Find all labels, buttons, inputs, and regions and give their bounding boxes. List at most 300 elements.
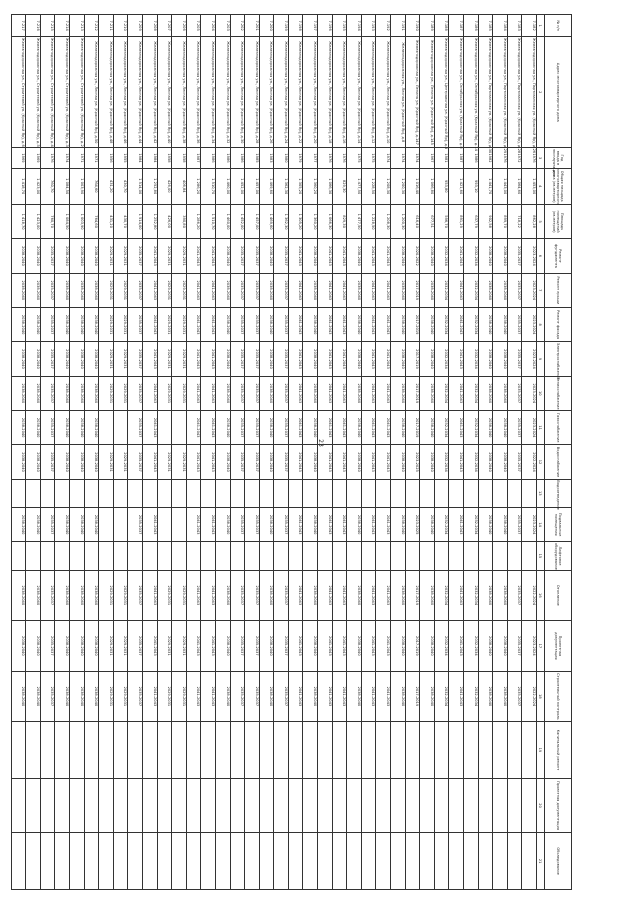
- table-cell: 2035-2037: [245, 342, 260, 376]
- table-cell: [128, 542, 143, 570]
- table-cell: 2038-2040: [84, 239, 99, 273]
- table-cell: 2035-2037: [507, 671, 522, 722]
- table-cell: 2038-2040: [70, 570, 85, 621]
- table-cell: 2041-2043: [201, 445, 216, 479]
- table-cell: 2038-2040: [391, 307, 406, 341]
- table-cell: 2029-2031: [113, 621, 128, 672]
- table-cell: 2038-2040: [347, 376, 362, 410]
- table-cell: [449, 479, 464, 507]
- table-cell: 2038-2040: [11, 410, 26, 444]
- table-cell: [361, 778, 376, 833]
- table-cell: [201, 833, 216, 890]
- table-cell: 2038-2040: [84, 507, 99, 541]
- table-cell: 2038-2040: [84, 273, 99, 307]
- table-cell: 2038-2040: [84, 671, 99, 722]
- table-cell: [434, 833, 449, 890]
- row-number-cell: 7.185: [478, 15, 493, 37]
- table-cell: 2038-2040: [391, 239, 406, 273]
- table-cell: 2029-2031: [113, 307, 128, 341]
- table-cell: 2035-2037: [40, 671, 55, 722]
- table-cell: 2035-2037: [230, 621, 245, 672]
- table-cell: 2035-2037: [274, 410, 289, 444]
- table-cell: 2041-2043: [288, 445, 303, 479]
- table-cell: 2038-2040: [420, 445, 435, 479]
- table-cell: [303, 542, 318, 570]
- table-cell: 2035-2037: [230, 273, 245, 307]
- table-cell: 2038-2040: [478, 507, 493, 541]
- table-cell: 2041-2043: [361, 621, 376, 672]
- table-cell: [376, 479, 391, 507]
- table-cell: 2029-2031: [157, 376, 172, 410]
- table-row: [507, 15, 522, 890]
- table-cell: 1 452,00: [230, 168, 245, 204]
- table-cell: 2035-2037: [245, 376, 260, 410]
- table-cell: [405, 778, 420, 833]
- column-number: 11: [537, 410, 545, 444]
- table-cell: [449, 833, 464, 890]
- table-cell: 2032-2034: [464, 239, 479, 273]
- table-cell: [464, 722, 479, 779]
- table-cell: 2038-2040: [391, 671, 406, 722]
- address-cell: Железнодорожная ул., Октябрьская ул. (Красный Яр), д.8: [449, 37, 464, 148]
- table-cell: [186, 479, 201, 507]
- address-cell: Железнодорожная ул., Лесная ул. (Красный Яр), д.8: [391, 37, 406, 148]
- table-cell: 1 200,30: [391, 168, 406, 204]
- table-cell: [142, 722, 157, 779]
- table-cell: [259, 778, 274, 833]
- table-cell: 2041-2043: [332, 342, 347, 376]
- table-cell: 1 360,20: [303, 204, 318, 238]
- table-cell: 2038-2040: [55, 342, 70, 376]
- column-header: Адрес многоквартирного дома: [545, 37, 572, 148]
- table-cell: 2038-2040: [26, 342, 41, 376]
- table-cell: 1 066,80: [420, 168, 435, 204]
- column-number: 2: [537, 37, 545, 148]
- table-cell: 2023-2024: [522, 307, 537, 341]
- table-cell: [99, 479, 114, 507]
- table-cell: 2041-2043: [318, 273, 333, 307]
- table-cell: 2038-2040: [11, 445, 26, 479]
- table-cell: 2032-2034: [464, 570, 479, 621]
- table-cell: 2017-2019: [405, 621, 420, 672]
- row-number-cell: 7.188: [434, 15, 449, 37]
- table-cell: [522, 722, 537, 779]
- table-cell: [332, 833, 347, 890]
- table-cell: [113, 833, 128, 890]
- row-number-cell: 7.211: [99, 15, 114, 37]
- table-cell: 2035-2037: [40, 376, 55, 410]
- table-cell: 2023-2024: [522, 239, 537, 273]
- table-cell: [201, 479, 216, 507]
- table-cell: [464, 833, 479, 890]
- table-cell: 2035-2037: [507, 621, 522, 672]
- table-cell: [245, 778, 260, 833]
- table-cell: 2041-2043: [288, 273, 303, 307]
- table-cell: [507, 479, 522, 507]
- table-cell: 2035-2037: [230, 307, 245, 341]
- column-header: Отопление: [545, 570, 572, 621]
- table-cell: 760,70: [40, 204, 55, 238]
- table-cell: 2041-2043: [201, 671, 216, 722]
- table-cell: 2041-2043: [449, 570, 464, 621]
- table-cell: 1974: [405, 148, 420, 168]
- table-cell: [376, 833, 391, 890]
- table-cell: 2023-2024: [522, 342, 537, 376]
- table-cell: 2038-2040: [259, 507, 274, 541]
- table-cell: 2029-2031: [172, 342, 187, 376]
- table-cell: [259, 479, 274, 507]
- table-cell: 2041-2043: [318, 410, 333, 444]
- table-cell: [274, 833, 289, 890]
- table-cell: [142, 479, 157, 507]
- table-cell: [113, 479, 128, 507]
- table-cell: 1986: [230, 148, 245, 168]
- address-cell: Железнодорожная ул., Лесная ул. (Красный Яр), д.16: [332, 37, 347, 148]
- table-cell: 2038-2040: [420, 307, 435, 341]
- table-cell: 1 228,50: [361, 168, 376, 204]
- table-cell: 2041-2043: [142, 621, 157, 672]
- table-cell: 2035-2037: [128, 376, 143, 410]
- table-cell: 899,70: [493, 204, 508, 238]
- table-cell: 2041-2043: [318, 376, 333, 410]
- table-cell: 1 084,50: [55, 168, 70, 204]
- table-cell: 2041-2043: [288, 507, 303, 541]
- table-cell: [142, 833, 157, 890]
- table-cell: 2038-2040: [391, 507, 406, 541]
- table-cell: 390,80: [172, 204, 187, 238]
- table-cell: [449, 722, 464, 779]
- table-cell: 2038-2040: [478, 307, 493, 341]
- table-cell: 2023-2024: [522, 273, 537, 307]
- table-cell: [303, 778, 318, 833]
- table-cell: 426,00: [157, 168, 172, 204]
- table-cell: 2041-2043: [318, 307, 333, 341]
- table-cell: 2035-2037: [40, 445, 55, 479]
- table-cell: 2041-2043: [449, 307, 464, 341]
- table-cell: 2038-2040: [303, 507, 318, 541]
- table-cell: 718,22: [507, 204, 522, 238]
- address-cell: Железнодорожная ул., Лесная ул. (Красный Яр), д.24: [274, 37, 289, 148]
- table-cell: 2038-2040: [391, 621, 406, 672]
- table-cell: 2038-2040: [391, 342, 406, 376]
- table-cell: 430,70: [113, 204, 128, 238]
- table-cell: 2041-2043: [186, 307, 201, 341]
- table-cell: [464, 479, 479, 507]
- table-cell: 2041-2043: [318, 507, 333, 541]
- table-cell: 2029-2031: [113, 445, 128, 479]
- table-cell: 2041-2043: [142, 507, 157, 541]
- table-cell: 2035-2037: [230, 445, 245, 479]
- table-row: [55, 15, 70, 890]
- table-cell: 2038-2040: [303, 342, 318, 376]
- table-cell: 596,70: [434, 204, 449, 238]
- table-cell: 2038-2040: [478, 671, 493, 722]
- table-cell: [361, 542, 376, 570]
- column-header: Строительный контроль: [545, 671, 572, 722]
- table-cell: 2038-2040: [26, 507, 41, 541]
- table-cell: 2038-2040: [347, 307, 362, 341]
- table-cell: [434, 722, 449, 779]
- table-cell: [332, 479, 347, 507]
- table-cell: [84, 833, 99, 890]
- table-cell: 1976: [493, 148, 508, 168]
- table-cell: [391, 778, 406, 833]
- address-cell: Железнодорожная ул., Лесная ул. (Красный Яр), д.38: [172, 37, 187, 148]
- table-cell: 2032-2034: [434, 445, 449, 479]
- table-cell: [201, 778, 216, 833]
- table-cell: 2029-2031: [113, 273, 128, 307]
- table-cell: 431,20: [99, 168, 114, 204]
- table-cell: [99, 778, 114, 833]
- table-cell: 764,60: [84, 168, 99, 204]
- table-cell: 2035-2037: [507, 342, 522, 376]
- table-cell: 2041-2043: [332, 239, 347, 273]
- table-cell: [449, 542, 464, 570]
- column-number: 1: [537, 15, 545, 37]
- table-cell: 2038-2040: [215, 376, 230, 410]
- table-cell: 2041-2043: [142, 307, 157, 341]
- table-cell: 2022-2024: [522, 570, 537, 621]
- table-cell: 2035-2037: [128, 307, 143, 341]
- table-cell: [274, 479, 289, 507]
- table-cell: [405, 479, 420, 507]
- address-cell: Железнодорожная ул., Центральная ул. (Красный Яр), д.9: [434, 37, 449, 148]
- table-row: [113, 15, 128, 890]
- table-cell: 2035-2037: [507, 507, 522, 541]
- table-cell: [55, 479, 70, 507]
- table-cell: 1 477,50: [347, 204, 362, 238]
- address-cell: Железнодорожная ул., Лесная ул. (Красный Яр), д.40: [157, 37, 172, 148]
- table-cell: [391, 479, 406, 507]
- table-cell: 2029-2031: [172, 671, 187, 722]
- table-cell: 2035-2037: [40, 621, 55, 672]
- table-cell: 2038-2040: [420, 239, 435, 273]
- table-cell: 2035-2037: [128, 239, 143, 273]
- table-cell: 2041-2043: [201, 307, 216, 341]
- table-cell: 2017-2019: [405, 307, 420, 341]
- table-cell: [303, 722, 318, 779]
- table-cell: 2038-2040: [347, 273, 362, 307]
- table-cell: 2035-2037: [507, 410, 522, 444]
- table-cell: 2029-2031: [99, 273, 114, 307]
- table-row: [332, 15, 347, 890]
- table-cell: 2038-2040: [26, 273, 41, 307]
- table-cell: [493, 722, 508, 779]
- table-cell: 2041-2043: [449, 671, 464, 722]
- table-cell: 1 457,00: [245, 204, 260, 238]
- table-cell: 2023-2024: [522, 507, 537, 541]
- table-cell: 2038-2040: [259, 239, 274, 273]
- table-cell: 1 208,30: [376, 204, 391, 238]
- table-cell: 2041-2043: [318, 621, 333, 672]
- table-cell: 2023-2025: [405, 445, 420, 479]
- table-cell: 2035-2037: [274, 239, 289, 273]
- table-cell: 1 286,20: [186, 168, 201, 204]
- table-cell: 2038-2040: [259, 621, 274, 672]
- table-row: [172, 15, 187, 890]
- row-number-cell: 7.216: [26, 15, 41, 37]
- row-number-cell: 7.209: [128, 15, 143, 37]
- address-cell: Железнодорожная ул., Строителей ул. (Красный Яр), д.6: [11, 37, 26, 148]
- table-cell: 2029-2031: [113, 671, 128, 722]
- table-cell: 2041-2043: [376, 621, 391, 672]
- table-cell: 2029-2031: [99, 570, 114, 621]
- table-cell: 2038-2040: [55, 570, 70, 621]
- address-cell: Железнодорожная ул., Строителей ул. (Красный Яр), д.3: [55, 37, 70, 148]
- table-cell: [318, 778, 333, 833]
- table-cell: 2032-2034: [464, 410, 479, 444]
- column-number: 7: [537, 273, 545, 307]
- table-cell: [318, 722, 333, 779]
- column-number: 19: [537, 722, 545, 779]
- table-cell: 2035-2037: [40, 273, 55, 307]
- address-cell: Железнодорожная ул., Лесная ул. (Красный Яр), д.48: [99, 37, 114, 148]
- table-cell: 2041-2043: [201, 507, 216, 541]
- table-cell: 2035-2037: [507, 570, 522, 621]
- table-cell: 1 469,60: [259, 168, 274, 204]
- table-cell: 2038-2040: [478, 410, 493, 444]
- table-cell: [347, 722, 362, 779]
- table-cell: [332, 542, 347, 570]
- table-cell: 2041-2043: [288, 671, 303, 722]
- table-cell: 2038-2040: [259, 410, 274, 444]
- table-cell: 2038-2040: [70, 307, 85, 341]
- row-number-cell: 7.200: [259, 15, 274, 37]
- address-cell: Железнодорожная ул., Лесная ул. (Красный Яр), д.22: [288, 37, 303, 148]
- table-cell: 2038-2040: [303, 671, 318, 722]
- table-cell: [522, 778, 537, 833]
- table-cell: [99, 833, 114, 890]
- table-cell: [420, 778, 435, 833]
- table-cell: [478, 479, 493, 507]
- table-cell: [478, 542, 493, 570]
- table-cell: 2041-2043: [288, 376, 303, 410]
- table-cell: [230, 722, 245, 779]
- table-cell: 2035-2037: [507, 376, 522, 410]
- table-cell: 2038-2040: [55, 671, 70, 722]
- table-cell: 2038-2040: [26, 445, 41, 479]
- table-cell: 1983: [259, 148, 274, 168]
- row-number-cell: 7.189: [420, 15, 435, 37]
- table-cell: 2035-2037: [274, 621, 289, 672]
- table-cell: 2017-2019: [405, 273, 420, 307]
- table-cell: 2041-2043: [332, 445, 347, 479]
- address-cell: Железнодорожная ул., Ленина ул. (Красный Яр), д.145: [420, 37, 435, 148]
- table-cell: 1956: [99, 148, 114, 168]
- table-cell: 2041-2043: [201, 239, 216, 273]
- table-cell: 2038-2040: [84, 621, 99, 672]
- table-cell: 1 510,70: [201, 168, 216, 204]
- rotated-table-container: [21, 14, 572, 890]
- column-header: Год ввода в эксплуатацию: [545, 148, 572, 168]
- table-cell: 2041-2043: [361, 307, 376, 341]
- table-cell: 2029-2031: [99, 376, 114, 410]
- table-cell: 2035-2037: [274, 507, 289, 541]
- address-cell: Железнодорожная ул., Строителей ул. (Красный Яр), д.5: [26, 37, 41, 148]
- table-cell: 2035-2037: [245, 507, 260, 541]
- table-cell: 829,30: [332, 204, 347, 238]
- table-cell: 2029-2031: [113, 239, 128, 273]
- table-cell: 2041-2043: [361, 239, 376, 273]
- table-cell: [128, 833, 143, 890]
- table-cell: 2017-2019: [405, 410, 420, 444]
- column-header: Электроснабжение: [545, 342, 572, 376]
- table-cell: 2022-2024: [522, 445, 537, 479]
- table-cell: 2038-2040: [84, 410, 99, 444]
- table-cell: 2038-2040: [84, 342, 99, 376]
- table-cell: [405, 833, 420, 890]
- row-number-cell: 7.194: [347, 15, 362, 37]
- table-cell: 2041-2043: [332, 410, 347, 444]
- table-cell: 2035-2037: [40, 342, 55, 376]
- table-cell: [157, 722, 172, 779]
- table-row: [420, 15, 435, 890]
- column-number: 18: [537, 671, 545, 722]
- table-row: [449, 15, 464, 890]
- table-cell: 2041-2043: [142, 376, 157, 410]
- table-cell: 1 423,00: [26, 204, 41, 238]
- table-cell: 2041-2043: [332, 507, 347, 541]
- table-cell: 1972: [507, 148, 522, 168]
- table-cell: [361, 722, 376, 779]
- table-cell: 2038-2040: [347, 239, 362, 273]
- table-cell: 1986: [464, 148, 479, 168]
- table-cell: 2041-2043: [142, 273, 157, 307]
- address-cell: Железнодорожная ул., Партизанская ул. (Красный Яр), д.30: [478, 37, 493, 148]
- table-cell: 2038-2040: [84, 307, 99, 341]
- address-cell: Железнодорожная ул., Лесная ул. (Красный Яр), д.46: [113, 37, 128, 148]
- table-cell: 1 305,20: [288, 204, 303, 238]
- table-cell: 2035-2037: [507, 445, 522, 479]
- address-cell: Железнодорожная ул., Лесная ул. (Красный Яр), д.44: [128, 37, 143, 148]
- table-cell: 2038-2040: [493, 376, 508, 410]
- table-cell: 2038-2040: [11, 273, 26, 307]
- table-cell: 2041-2043: [361, 507, 376, 541]
- table-cell: 2038-2040: [259, 570, 274, 621]
- address-cell: Железнодорожная ул., Лесная ул. (Красный Яр), д.26: [259, 37, 274, 148]
- table-cell: 2041-2043: [288, 410, 303, 444]
- table-cell: 2029-2031: [172, 621, 187, 672]
- address-cell: Железнодорожная ул., Лесная ул. (Красный Яр), д.28: [245, 37, 260, 148]
- table-cell: 2038-2040: [493, 410, 508, 444]
- row-number-cell: 7.192: [376, 15, 391, 37]
- table-cell: 2035-2037: [245, 671, 260, 722]
- table-cell: [230, 542, 245, 570]
- table-cell: 2038-2040: [55, 307, 70, 341]
- table-cell: 2038-2040: [493, 445, 508, 479]
- table-cell: 2035-2037: [274, 376, 289, 410]
- table-cell: [40, 833, 55, 890]
- table-cell: 829,30: [332, 168, 347, 204]
- column-header: Газоснабжение: [545, 410, 572, 444]
- table-cell: 2041-2043: [449, 621, 464, 672]
- table-cell: 2035-2037: [245, 445, 260, 479]
- table-cell: 2035-2037: [245, 273, 260, 307]
- table-cell: 2029-2031: [172, 376, 187, 410]
- table-cell: 1974: [391, 148, 406, 168]
- table-cell: 2029-2031: [157, 671, 172, 722]
- table-cell: 2029-2031: [172, 273, 187, 307]
- column-number: 20: [537, 778, 545, 833]
- table-cell: [55, 833, 70, 890]
- table-cell: [376, 778, 391, 833]
- table-cell: [303, 833, 318, 890]
- table-cell: 1975: [361, 148, 376, 168]
- table-row: [128, 15, 143, 890]
- address-cell: Железнодорожная ул., Лесная ул. (Красный Яр), д.50: [84, 37, 99, 148]
- table-cell: 1985: [245, 148, 260, 168]
- row-number-cell: 7.191: [391, 15, 406, 37]
